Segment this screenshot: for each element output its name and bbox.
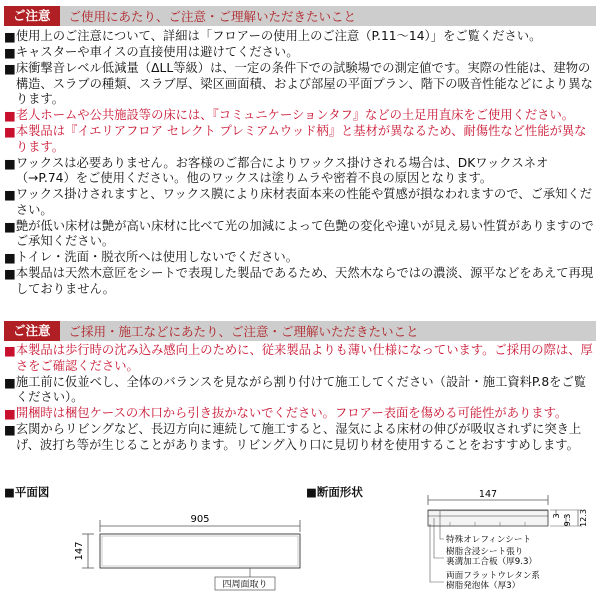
list-item-text: 本製品は天然木意匠をシートで表現した製品であるため、天然木ならではの濃淡、源平などをあえて再現しておりません。 [15, 266, 594, 297]
bullet-icon: ■ [4, 155, 16, 171]
list-item [4, 219, 596, 250]
plan-label: ■平面図 [4, 485, 50, 499]
plan-width-text: 905 [190, 514, 210, 525]
list-item-text: キャスターや車イスの直接使用は避けてください。 [15, 44, 299, 59]
bullet-icon: ■ [4, 44, 16, 60]
section1-tag: ご注意 [4, 6, 60, 26]
list-item-text: 本製品は歩行時の沈み込み感向上のために、従来製品よりも薄い仕様になっています。ご採用の際は、厚さをご確認ください。 [15, 343, 593, 373]
bullet-icon: ■ [4, 60, 16, 76]
list-item [4, 156, 596, 187]
list-item [4, 266, 596, 297]
list-item-text: トイレ・洗面・脱衣所へは使用しないでください。 [15, 250, 299, 265]
list-item [4, 343, 596, 374]
list-item [4, 61, 596, 108]
section-width-text: 147 [478, 489, 498, 500]
section-layer-3: 裏溝加工合板（厚9.3） [446, 557, 538, 567]
list-item-text: 施工前に仮並べし、全体のバランスを見ながら割り付けて施工してください（設計・施工資料P.8をご覧ください）。 [15, 374, 587, 405]
plan-label-text: 平面図 [14, 485, 50, 499]
bullet-icon: ■ [4, 374, 16, 390]
section-layer-1: 特殊オレフィンシート [446, 535, 532, 545]
list-item-text: 本製品は『イエリアフロア セレクト プレミアムウッド柄』と基材が異なるため、耐傷性など性能が異なります。 [15, 124, 587, 154]
list-item [4, 375, 596, 406]
section2-tag: ご注意 [4, 321, 60, 341]
list-item-text: 床衝撃音レベル低減量（ΔLL等級）は、一定の条件下での試験場での測定値です。実際の性能は、建物の構造、スラブの種類、スラブ厚、梁区画面積、および部屋の平面プラン、階下の吸音性能などにより異なります。 [15, 60, 593, 107]
bullet-icon: ■ [4, 187, 16, 203]
section-leader-foam [430, 524, 444, 582]
bullet-icon: ■ [4, 266, 16, 282]
section-board [428, 510, 548, 526]
bullet-icon: ■ [4, 406, 16, 422]
section-view-label: ■断面形状 [306, 485, 363, 499]
list-item-text: 使用上のご注意について、詳細は「フロアーの使用上のご注意（P.11〜14）」をご覧ください。 [15, 29, 542, 43]
list-item [4, 108, 596, 124]
bullet-icon: ■ [4, 124, 16, 140]
bullet-icon: ■ [4, 343, 16, 358]
section-view-drawing [420, 486, 598, 598]
section1-title: ご使用にあたり、ご注意・ご理解いただきたいこと [68, 9, 357, 24]
section-dim-a-text: 3 [552, 513, 561, 519]
section1-header [4, 6, 596, 26]
bullet-icon: ■ [4, 108, 16, 124]
list-item [4, 422, 596, 453]
list-item [4, 124, 596, 155]
bullet-icon: ■ [4, 250, 16, 266]
bullet-icon: ■ [4, 422, 16, 438]
section2-header [4, 321, 596, 341]
section-dim-c-text: 12.3 [579, 509, 588, 527]
list-item [4, 29, 596, 45]
list-item-text: 老人ホームや公共施設等の床には、『コミュニケーションタフ』などの土足用直床をご使用ください。 [15, 108, 575, 123]
section1-list [4, 29, 596, 298]
list-item [4, 45, 596, 61]
section-view-label-text: 断面形状 [316, 485, 363, 499]
plan-height-text: 147 [74, 541, 85, 561]
list-item [4, 406, 596, 422]
section-dim-b-text: 9.3 [563, 513, 572, 527]
section-layer-2: 樹脂含浸シート張り [446, 547, 524, 557]
section2-list [4, 343, 596, 454]
section-layer-5: 樹脂発泡体（厚3） [446, 581, 521, 591]
plan-drawing [60, 500, 330, 600]
section2-title: ご採用・施工などにあたり、ご注意・ご理解いただきたいこと [68, 324, 419, 339]
bullet-icon: ■ [4, 29, 16, 44]
list-item-text: 開梱時は梱包ケースの木口から引き抜かないでください。フロアー表面を傷める可能性があります。 [15, 406, 568, 421]
list-item [4, 187, 596, 218]
bullet-icon: ■ [4, 218, 16, 234]
list-item-text: 玄関からリビングなど、長辺方向に連続して施工すると、湿気による床材の伸びが吸収されずに突き上げ、波打ち等が生じることがあります。リビング入り口に見切り材を使用することをおすすめします。 [15, 422, 582, 452]
list-item-text: ワックス掛けされますと、ワックス膜により床材表面本来の性能や質感が損なわれますので、ご承知ください。 [15, 187, 593, 217]
list-item-text: ワックスは必要ありません。お客様のご都合によりワックス掛けされる場合は、DKワックスネオ（→P.74）をご使用ください。他のワックスは塗りムラや密着不良の原因となります。 [15, 155, 549, 186]
plan-board [100, 534, 300, 568]
list-item-text: 艶が低い床材は艶が高い床材に比べて光の加減によって色艶の変化や違いが見え易い性質がありますのでご承知ください。 [15, 218, 594, 249]
section-layer-4: 両面フラットウレタン系 [446, 571, 541, 581]
list-item [4, 250, 596, 266]
plan-note-text: 四周面取り [222, 580, 268, 590]
